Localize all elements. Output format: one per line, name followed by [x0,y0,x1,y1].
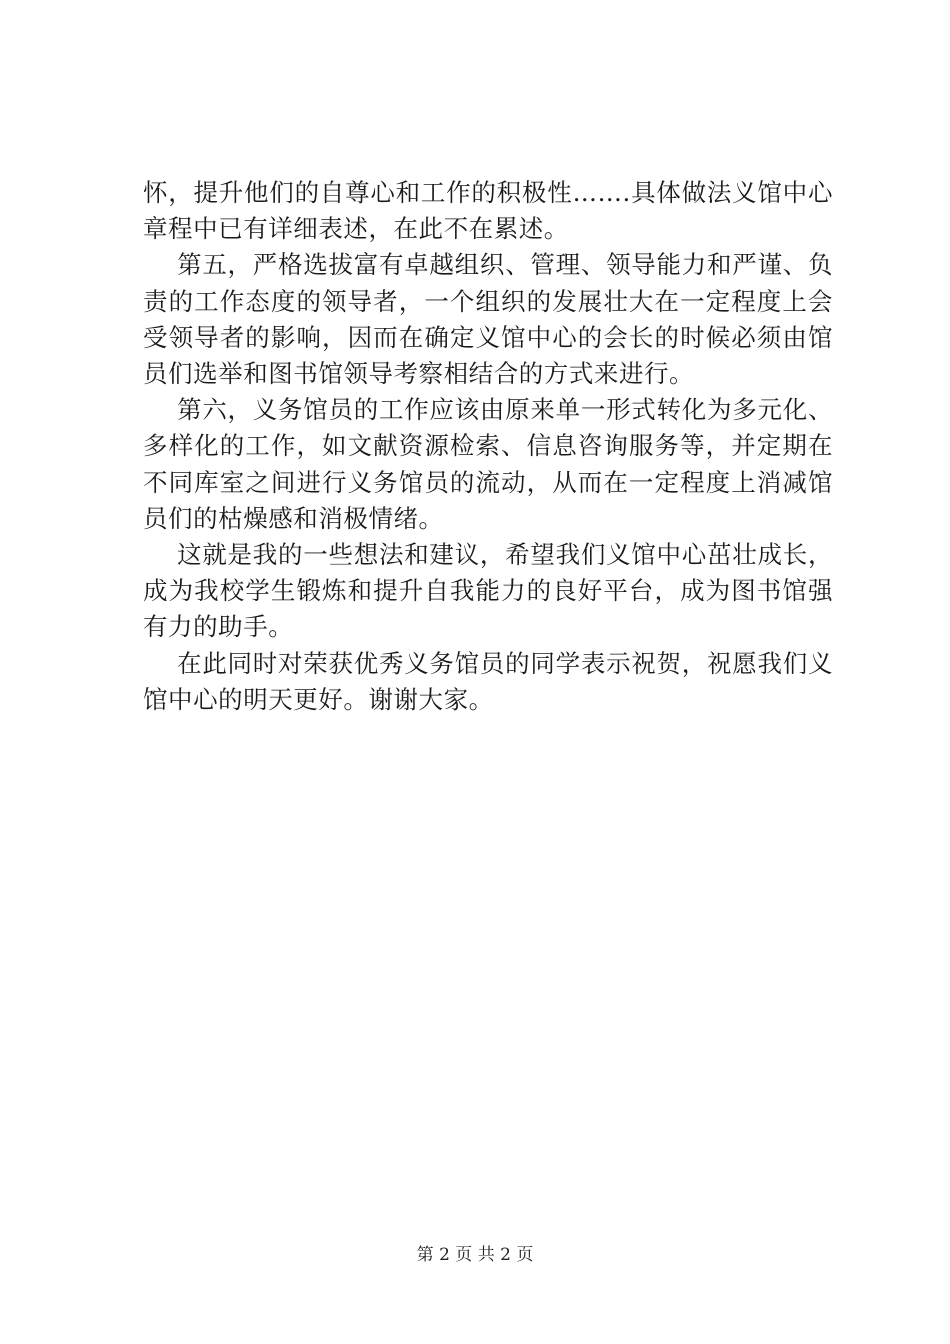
paragraph-point-five: 第五，严格选拔富有卓越组织、管理、领导能力和严谨、负责的工作态度的领导者，一个组织的发展壮大在一定程度上会受领导者的影响，因而在确定义馆中心的会长的时候必须由馆员们选举和图书馆领导考察相结合的方式来进行。 [143,250,833,389]
paragraph-suggestions: 这就是我的一些想法和建议，希望我们义馆中心茁壮成长，成为我校学生锻炼和提升自我能力的良好平台，成为图书馆强有力的助手。 [143,540,833,642]
paragraph-closing: 在此同时对荣获优秀义务馆员的同学表示祝贺，祝愿我们义馆中心的明天更好。谢谢大家。 [143,648,833,714]
paragraph-point-six: 第六，义务馆员的工作应该由原来单一形式转化为多元化、多样化的工作，如文献资源检索、信息咨询服务等，并定期在不同库室之间进行义务馆员的流动，从而在一定程度上消减馆员们的枯燥感和消极情绪。 [143,395,833,533]
document-body [143,175,833,718]
paragraph-continuation: 怀，提升他们的自尊心和工作的积极性…….具体做法义馆中心章程中已有详细表述，在此不在累述。 [143,178,833,244]
page-number-footer: 第 2 页 共 2 页 [416,1245,534,1265]
